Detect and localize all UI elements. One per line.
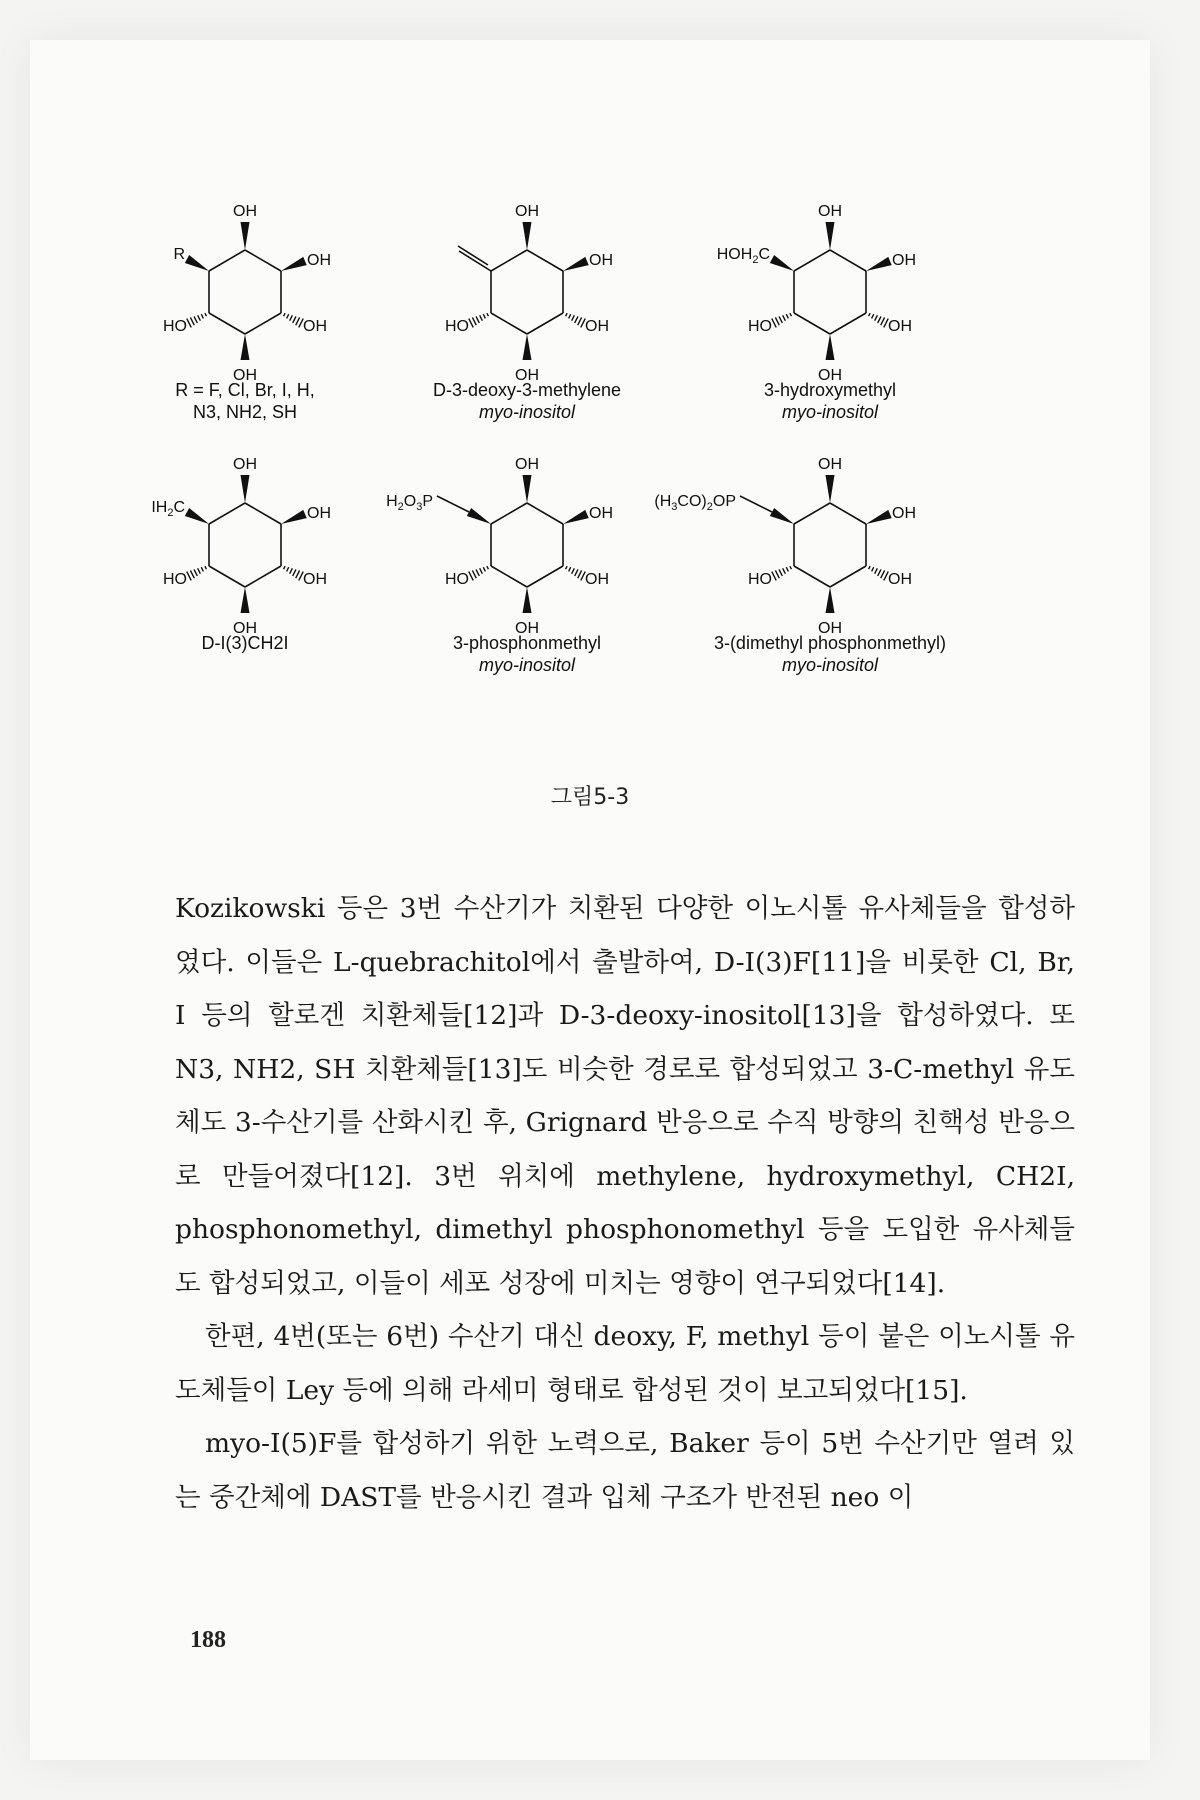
oh-label: OH bbox=[585, 318, 609, 335]
substituent-label: $(H_3CO)_2OP$ bbox=[654, 493, 736, 513]
oh-label: OH bbox=[515, 203, 539, 220]
oh-label: OH bbox=[307, 252, 331, 269]
oh-label: OH bbox=[233, 203, 257, 220]
paragraph-3: myo-I(5)F를 합성하기 위한 노력으로, Baker 등이 5번 수산기만 열려 있는 중간체에 DAST를 반응시킨 결과 입체 구조가 반전된 neo 이 bbox=[175, 1428, 1075, 1513]
oh-label: OH bbox=[303, 571, 327, 588]
structure-caption-line: N3, NH2, SH bbox=[192, 402, 298, 422]
structure-caption-line: myo-inositol bbox=[781, 655, 879, 675]
structure-1 bbox=[163, 203, 331, 422]
ho-label: HO bbox=[163, 571, 187, 588]
oh-label: OH bbox=[515, 456, 539, 473]
oh-label: OH bbox=[892, 505, 916, 522]
structure-caption-line: myo-inositol bbox=[781, 402, 879, 422]
oh-label: OH bbox=[589, 505, 613, 522]
oh-label: OH bbox=[888, 318, 912, 335]
structure-caption-line: myo-inositol bbox=[478, 655, 576, 675]
paragraph-1: Kozikowski 등은 3번 수산기가 치환된 다양한 이노시톨 유사체들을 합성하였다. 이들은 L-quebrachitol에서 출발하여, D-I(3)F[11]을 비롯한 Cl, Br, I 등의 할로겐 치환체들[12]과 D-3-deoxy-inositol[13]을 합성하였다. 또 N3, NH2, SH 치환체들[13]도 비슷한 경로로 합성되었고 3-C-methyl 유도체도 3-수산기를 산화시킨 후, Grignard 반응으로 수직 방향의 친핵성 반응으로 만들어졌다[12]. 3번 위치에 methylene, hydroxymethyl, CH2I, phosphonomethyl, dimethyl phosphonomethyl 등을 도입한 유사체들도 합성되었고, 이들이 세포 성장에 미치는 영향이 연구되었다[14]. bbox=[175, 893, 1075, 1299]
ho-label: HO bbox=[163, 318, 187, 335]
figure-5-3 bbox=[30, 40, 1150, 740]
oh-label: OH bbox=[233, 367, 257, 384]
ho-label: HO bbox=[445, 318, 469, 335]
structure-caption-line: R = F, Cl, Br, I, H, bbox=[175, 380, 315, 400]
page-number: 188 bbox=[190, 1627, 226, 1653]
structure-caption-line: 3-phosphonmethyl bbox=[452, 633, 602, 653]
page bbox=[30, 40, 1150, 1760]
structure-caption-line: D-3-deoxy-3-methylene bbox=[432, 380, 622, 400]
oh-label: OH bbox=[515, 367, 539, 384]
ho-label: HO bbox=[445, 571, 469, 588]
substituent-label: R bbox=[173, 246, 185, 263]
paragraph-2: 한편, 4번(또는 6번) 수산기 대신 deoxy, F, methyl 등이 붙은 이노시톨 유도체들이 Ley 등에 의해 라세미 형태로 합성된 것이 보고되었다[15]. bbox=[175, 1321, 1075, 1406]
oh-label: OH bbox=[818, 367, 842, 384]
structure-2 bbox=[433, 203, 621, 422]
oh-label: OH bbox=[818, 203, 842, 220]
oh-label: OH bbox=[515, 620, 539, 637]
oh-label: OH bbox=[585, 571, 609, 588]
oh-label: OH bbox=[818, 456, 842, 473]
body-text bbox=[175, 882, 1075, 1524]
oh-label: OH bbox=[233, 620, 257, 637]
structure-6 bbox=[654, 456, 946, 675]
substituent-label: $HOH_2C$ bbox=[716, 246, 770, 266]
structure-caption-line: myo-inositol bbox=[478, 402, 576, 422]
oh-label: OH bbox=[303, 318, 327, 335]
structure-caption-line: 3-(dimethyl phosphonmethyl) bbox=[713, 633, 947, 653]
figure-caption: 그림5-3 bbox=[550, 785, 630, 810]
substituent-label: $H_2O_3P$ bbox=[386, 493, 433, 513]
oh-label: OH bbox=[233, 456, 257, 473]
oh-label: OH bbox=[892, 252, 916, 269]
structure-caption-line: 3-hydroxymethyl bbox=[763, 380, 897, 400]
oh-label: OH bbox=[307, 505, 331, 522]
ho-label: HO bbox=[748, 318, 772, 335]
structure-caption-line: D-I(3)CH2I bbox=[201, 633, 289, 653]
substituent-label: $IH_2C$ bbox=[151, 499, 185, 519]
structure-4 bbox=[151, 456, 331, 653]
structure-3 bbox=[717, 203, 916, 422]
oh-label: OH bbox=[589, 252, 613, 269]
ho-label: HO bbox=[748, 571, 772, 588]
structure-5 bbox=[386, 456, 613, 675]
oh-label: OH bbox=[818, 620, 842, 637]
oh-label: OH bbox=[888, 571, 912, 588]
